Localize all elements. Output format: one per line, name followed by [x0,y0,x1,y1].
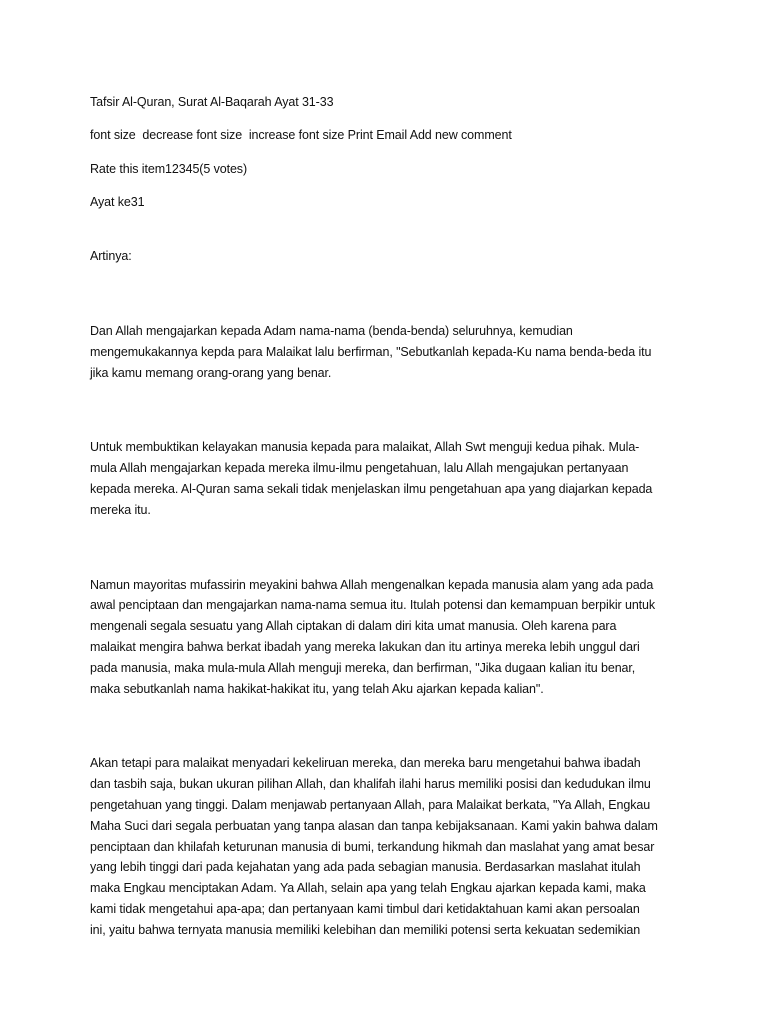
article-toolbar [90,125,670,146]
paragraph-line: pada manusia, maka mula-mula Allah menguji mereka, dan berfirman, "Jika dugaan kalian itu benar, [90,660,636,675]
decrease-font-link[interactable]: decrease font size [142,128,243,143]
rating-votes: (5 votes) [199,161,248,176]
spacer [90,213,670,247]
ayat-heading: Ayat ke31 [90,194,145,209]
paragraph-line: dan tasbih saja, bukan ukuran pilihan Allah, dan khalifah ilahi harus memiliki posisi dan kedudukan ilmu [90,777,651,792]
paragraph-mufassirin [90,575,670,700]
rating-label: Rate this item [90,161,166,176]
spacer [90,113,670,126]
paragraph-line: jika kamu memang orang-orang yang benar. [90,365,332,380]
paragraph-line: kepada mereka. Al-Quran sama sekali tidak menjelaskan ilmu pengetahuan apa yang diajarkan kepada [90,481,653,496]
paragraph-line: Untuk membuktikan kelayakan manusia kepada para malaikat, Allah Swt menguji kedua pihak. Mula- [90,440,640,455]
paragraph-line: Maha Suci dari segala perbuatan yang tanpa alasan dan tanpa kebijaksanaan. Kami yakin bahwa dalam [90,818,658,833]
spacer [90,699,670,753]
font-size-label: font size [90,128,136,143]
paragraph-line: Dan Allah mengajarkan kepada Adam nama-nama (benda-benda) seluruhnya, kemudian [90,323,573,338]
email-link[interactable]: Email [376,128,408,143]
rating-stars[interactable]: 12345 [165,161,200,176]
spacer [90,267,670,321]
document-title: Tafsir Al-Quran, Surat Al-Baqarah Ayat 31-33 [90,95,334,109]
paragraph-line: Akan tetapi para malaikat menyadari kekeliruan mereka, dan mereka baru mengetahui bahwa ibadah [90,756,641,771]
spacer [90,521,670,575]
document-page [90,92,670,941]
paragraph-line: mengenali segala sesuatu yang Allah ciptakan di dalam diri kita umat manusia. Oleh karena para [90,619,617,634]
paragraph-line: maka sebutkanlah nama hakikat-hakikat itu, yang telah Aku ajarkan kepada kalian". [90,681,544,696]
paragraph-line: pengetahuan yang tinggi. Dalam menjawab pertanyaan Allah, para Malaikat berkata, "Ya Allah, Engkau [90,797,651,812]
artinya-heading: Artinya: [90,249,132,264]
paragraph-line: malaikat mengira bahwa berkat ibadah yang mereka lakukan dan itu artinya mereka lebih unggul dari [90,639,640,654]
paragraph-line: kami tidak mengetahui apa-apa; dan pertanyaan kami timbul dari ketidaktahuan kami akan persoalan [90,901,640,916]
paragraph-line: mengemukakannya kepda para Malaikat lalu berfirman, "Sebutkanlah kepada-Ku nama benda-beda itu [90,344,652,359]
print-link[interactable]: Print [347,128,373,143]
paragraph-line: mereka itu. [90,502,151,517]
paragraph-line: penciptaan dan khilafah keturunan manusia di bumi, terkandung hikmah dan maslahat yang amat besar [90,839,655,854]
spacer [90,383,670,437]
paragraph-line: mula Allah mengajarkan kepada mereka ilmu-ilmu pengetahuan, lalu Allah mengajukan pertanyaan [90,461,629,476]
paragraph-translation [90,321,670,383]
paragraph-test [90,437,670,520]
paragraph-line: maka Engkau menciptakan Adam. Ya Allah, selain apa yang telah Engkau ajarkan kepada kami, maka [90,881,646,896]
increase-font-link[interactable]: increase font size [248,128,345,143]
spacer [90,179,670,192]
paragraph-line: ini, yaitu bahwa ternyata manusia memiliki kelebihan dan memiliki potensi serta kekuatan sedemikian [90,922,641,937]
paragraph-line: awal penciptaan dan mengajarkan nama-nama semua itu. Itulah potensi dan kemampuan berpikir untuk [90,598,656,613]
paragraph-line: yang lebih tinggi dari pada kejahatan yang ada pada sebagian manusia. Berdasarkan maslahat itulah [90,860,641,875]
spacer [90,146,670,159]
paragraph-line: Namun mayoritas mufassirin meyakini bahwa Allah mengenalkan kepada manusia alam yang ada pada [90,577,654,592]
rating-line [90,159,670,180]
paragraph-malaikat [90,753,670,940]
add-comment-link[interactable]: Add new comment [409,128,512,143]
